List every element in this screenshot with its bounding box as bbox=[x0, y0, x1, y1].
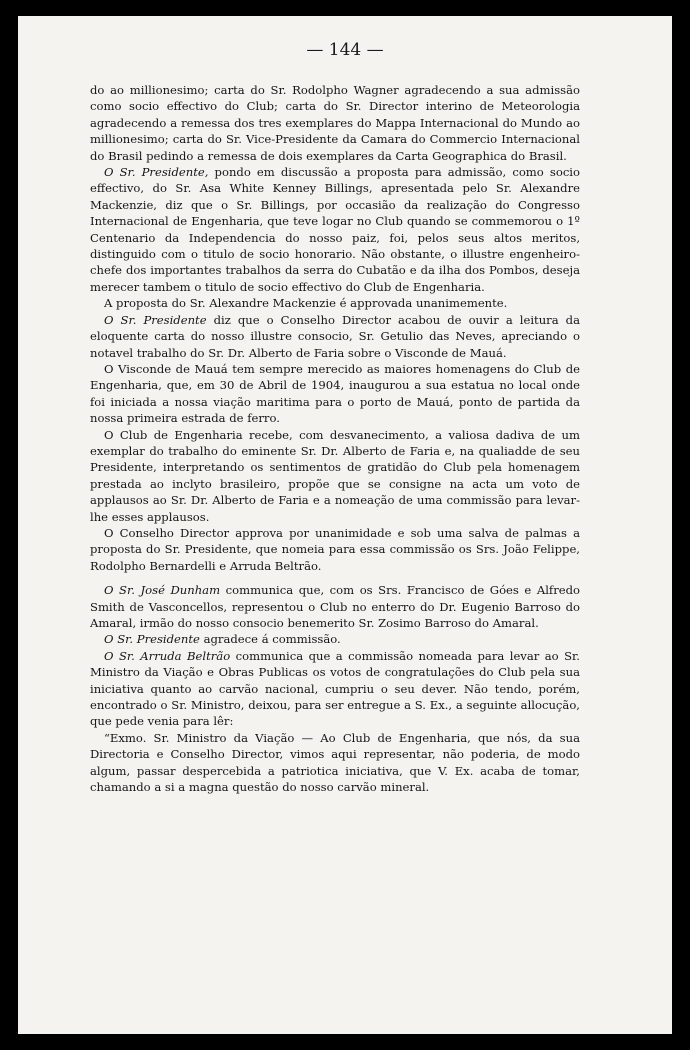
paragraph-dunham bbox=[90, 582, 580, 631]
speaker-name: O Sr. Presidente bbox=[104, 312, 207, 327]
paragraph-text: communica que, com os Srs. Francisco de Góes e Alfredo Smith de Vasconcellos, representou o Club no enterro do Dr. Eugenio Barroso do Amaral, irmão do nosso consocio benemerito Sr. Zosimo Barroso do Amaral. bbox=[90, 583, 580, 630]
paragraph-text: communica que a commissão nomeada para levar ao Sr. Ministro da Viação e Obras Publicas os votos de congratulações do Club pela sua iniciativa quanto ao carvão nacional, cumpriu o seu dever. Não tendo, porém, encontrado o Sr. Ministro, deixou, para ser entregue a S. Ex., a seguinte allocução, que pede venia para lêr: bbox=[90, 648, 580, 729]
paragraph-allocution-quote bbox=[90, 730, 580, 796]
speaker-name: O Sr. Presidente, bbox=[104, 165, 209, 180]
speaker-name: O Sr. Arruda Beltrão bbox=[104, 648, 231, 663]
paragraph-text: diz que o Conselho Director acabou de ouvir a leitura da eloquente carta do nosso illustre consocio, Sr. Getulio das Neves, apreciando o notavel trabalho do Sr. Dr. Alberto de Faria sobre o Visconde de Mauá. bbox=[90, 312, 580, 360]
page-number: — 144 — bbox=[306, 40, 384, 60]
paragraph-getulio-letter bbox=[90, 312, 580, 361]
paragraph-president-thanks bbox=[90, 631, 580, 647]
paragraph-council-approval bbox=[90, 525, 580, 574]
speaker-name: O Sr. José Dunham bbox=[104, 583, 221, 598]
paragraph-text: pondo em discussão a proposta para admissão, como socio effectivo, do Sr. Asa White Kenney Billings, apresentada pelo Sr. Alexandre Mackenzie, diz que o Sr. Billings, por occasião da realização do Congresso Internacional de Engenharia, que teve logar no Club quando se commemorou o 1º Centenario da Independencia do nosso paiz, foi, pelos seus altos meritos, distinguido com o titulo de socio honorario. Não obstante, o illustre engenheiro-chefe dos importantes trabalhos da serra do Cubatão e da ilha dos Pombos, deseja merecer tambem o titulo de socio effectivo do Club de Engenharia. bbox=[90, 165, 580, 294]
paragraph-text: do ao millionesimo; carta do Sr. Rodolpho Wagner agradecendo a sua admissão como socio effectivo do Club; carta do Sr. Director interino de Meteorologia agradecendo a remessa dos tres exemplares do Mappa Internacional do Mundo ao millionesimo; carta do Sr. Vice-Presidente da Camara do Commercio Internacional do Brasil pedindo a remessa de dois exemplares da Carta Geographica do Brasil. bbox=[90, 83, 580, 163]
body-text bbox=[90, 82, 580, 795]
paragraph-text: O Visconde de Mauá tem sempre merecido as maiores homenagens do Club de Engenharia, que, em 30 de Abril de 1904, inaugurou a sua estatua no local onde foi iniciada a nossa viação maritima para o porto de Mauá, ponto de partida da nossa primeira estrada de ferro. bbox=[90, 361, 580, 426]
paragraph-text: A proposta do Sr. Alexandre Mackenzie é approvada unanimemente. bbox=[104, 296, 508, 311]
paragraph-text: “Exmo. Sr. Ministro da Viação — Ao Club de Engenharia, que nós, da sua Directoria e Conselho Director, vimos aqui representar, não poderia, de modo algum, passar despercebida a patriotica iniciativa, que V. Ex. acaba de tomar, chamando a si a magna questão do nosso carvão mineral. bbox=[90, 730, 580, 795]
paragraph-text: O Conselho Director approva por unanimidade e sob uma salva de palmas a proposta do Sr. Presidente, que nomeia para essa commissão os Srs. João Felippe, Rodolpho Bernardelli e Arruda Beltrão. bbox=[90, 525, 580, 573]
document-page bbox=[18, 16, 672, 1034]
paragraph-approval bbox=[90, 295, 580, 311]
paragraph-billings-proposal bbox=[90, 164, 580, 295]
paragraph-arruda-beltrao bbox=[90, 648, 580, 730]
paragraph-club-gift bbox=[90, 427, 580, 525]
paragraph-text: agradece á commissão. bbox=[199, 632, 341, 647]
paragraph-visconde-maua bbox=[90, 361, 580, 427]
paragraph-text: O Club de Engenharia recebe, com desvanecimento, a valiosa dadiva de um exemplar do trabalho do eminente Sr. Dr. Alberto de Faria e, na qualiadde de seu Presidente, interpretando os sentimentos de gratidão do Club pela homenagem prestada ao inclyto brasileiro, propõe que se consigne na acta um voto de applausos ao Sr. Dr. Alberto de Faria e a nomeação de uma commissão para levar-lhe esses applausos. bbox=[90, 427, 580, 524]
speaker-name: O Sr. Presidente bbox=[104, 632, 200, 647]
paragraph-correspondence bbox=[90, 82, 580, 164]
